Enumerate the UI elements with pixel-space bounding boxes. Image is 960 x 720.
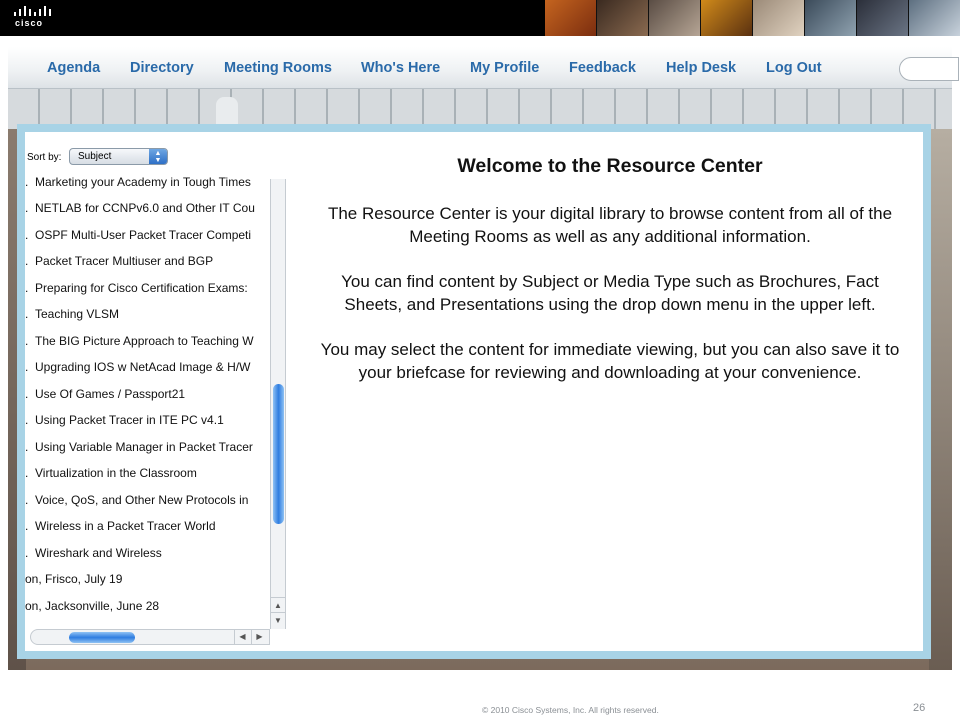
sort-by-select[interactable]	[69, 148, 168, 165]
scroll-right-arrow-icon[interactable]: ▶	[251, 630, 267, 644]
list-item[interactable]: . NETLAB for CCNPv6.0 and Other IT Cou	[25, 201, 255, 215]
nav-whos-here[interactable]: Who's Here	[361, 60, 441, 76]
top-banner	[0, 0, 960, 36]
list-item[interactable]: . Use Of Games / Passport21	[25, 387, 186, 401]
list-item[interactable]: on, Jacksonville, June 28	[25, 599, 160, 613]
select-arrows-icon: ▲ ▼	[149, 149, 167, 164]
nav-directory[interactable]: Directory	[130, 60, 194, 76]
resource-center-content	[25, 132, 923, 651]
welcome-section	[310, 155, 910, 406]
list-item[interactable]: . Wireshark and Wireless	[25, 546, 162, 560]
list-item[interactable]: . Voice, QoS, and Other New Protocols in	[25, 493, 249, 507]
nav-my-profile[interactable]: My Profile	[470, 60, 540, 76]
sort-by-label: Sort by:	[27, 152, 62, 163]
scroll-down-arrow-icon[interactable]: ▼	[271, 612, 285, 627]
resource-list	[25, 175, 270, 613]
nav-agenda[interactable]: Agenda	[47, 60, 101, 76]
list-item[interactable]: . Using Variable Manager in Packet Tracer	[25, 440, 253, 454]
search-input[interactable]	[899, 57, 959, 81]
list-item[interactable]: . Marketing your Academy in Tough Times	[25, 175, 251, 189]
copyright-text: © 2010 Cisco Systems, Inc. All rights reserved.	[482, 705, 659, 715]
welcome-title: Welcome to the Resource Center	[457, 155, 763, 177]
cisco-wordmark: cisco	[15, 18, 44, 28]
background-scene	[8, 89, 952, 129]
vertical-scroll-thumb[interactable]	[273, 384, 284, 524]
list-item[interactable]: . Virtualization in the Classroom	[25, 466, 197, 480]
list-item[interactable]: . Packet Tracer Multiuser and BGP	[25, 254, 214, 268]
cisco-logo	[12, 6, 56, 30]
list-item[interactable]: . OSPF Multi-User Packet Tracer Competi	[25, 228, 252, 242]
scroll-left-arrow-icon[interactable]: ◀	[234, 630, 250, 644]
nav-bar	[8, 47, 952, 89]
nav-help-desk[interactable]: Help Desk	[666, 60, 737, 76]
photo-strip-image	[545, 0, 960, 36]
nav-feedback[interactable]: Feedback	[569, 60, 636, 76]
list-item[interactable]: . Upgrading IOS w NetAcad Image & H/W	[25, 360, 251, 374]
page-number: 26	[913, 702, 926, 714]
app-screenshot	[8, 47, 952, 670]
vertical-scrollbar[interactable]	[270, 179, 286, 629]
resource-center-panel	[17, 124, 931, 659]
list-item[interactable]: . Preparing for Cisco Certification Exams:	[25, 281, 248, 295]
horizontal-scrollbar[interactable]	[30, 629, 270, 645]
list-item[interactable]: . The BIG Picture Approach to Teaching W	[25, 334, 254, 348]
horizontal-scroll-thumb[interactable]	[69, 632, 135, 643]
scroll-up-arrow-icon[interactable]: ▲	[271, 597, 285, 612]
nav-log-out[interactable]: Log Out	[766, 60, 822, 76]
background-right	[929, 129, 952, 670]
list-item[interactable]: . Wireless in a Packet Tracer World	[25, 519, 216, 533]
welcome-paragraph: You can find content by Subject or Media Type such as Brochures, Fact Sheets, and Presentations using the drop down menu in the upper left.	[341, 272, 879, 314]
welcome-paragraph: The Resource Center is your digital library to browse content from all of the Meeting Rooms as well as any additional information.	[327, 204, 893, 246]
nav-meeting-rooms[interactable]: Meeting Rooms	[224, 60, 332, 76]
sort-by-value: Subject	[78, 151, 112, 162]
list-item[interactable]: . Using Packet Tracer in ITE PC v4.1	[25, 413, 224, 427]
list-item[interactable]: . Teaching VLSM	[25, 307, 120, 321]
list-item[interactable]: on, Frisco, July 19	[25, 572, 123, 586]
welcome-paragraph: You may select the content for immediate viewing, but you can also save it to your briefcase for reviewing and downloading at your convenience.	[320, 340, 900, 382]
